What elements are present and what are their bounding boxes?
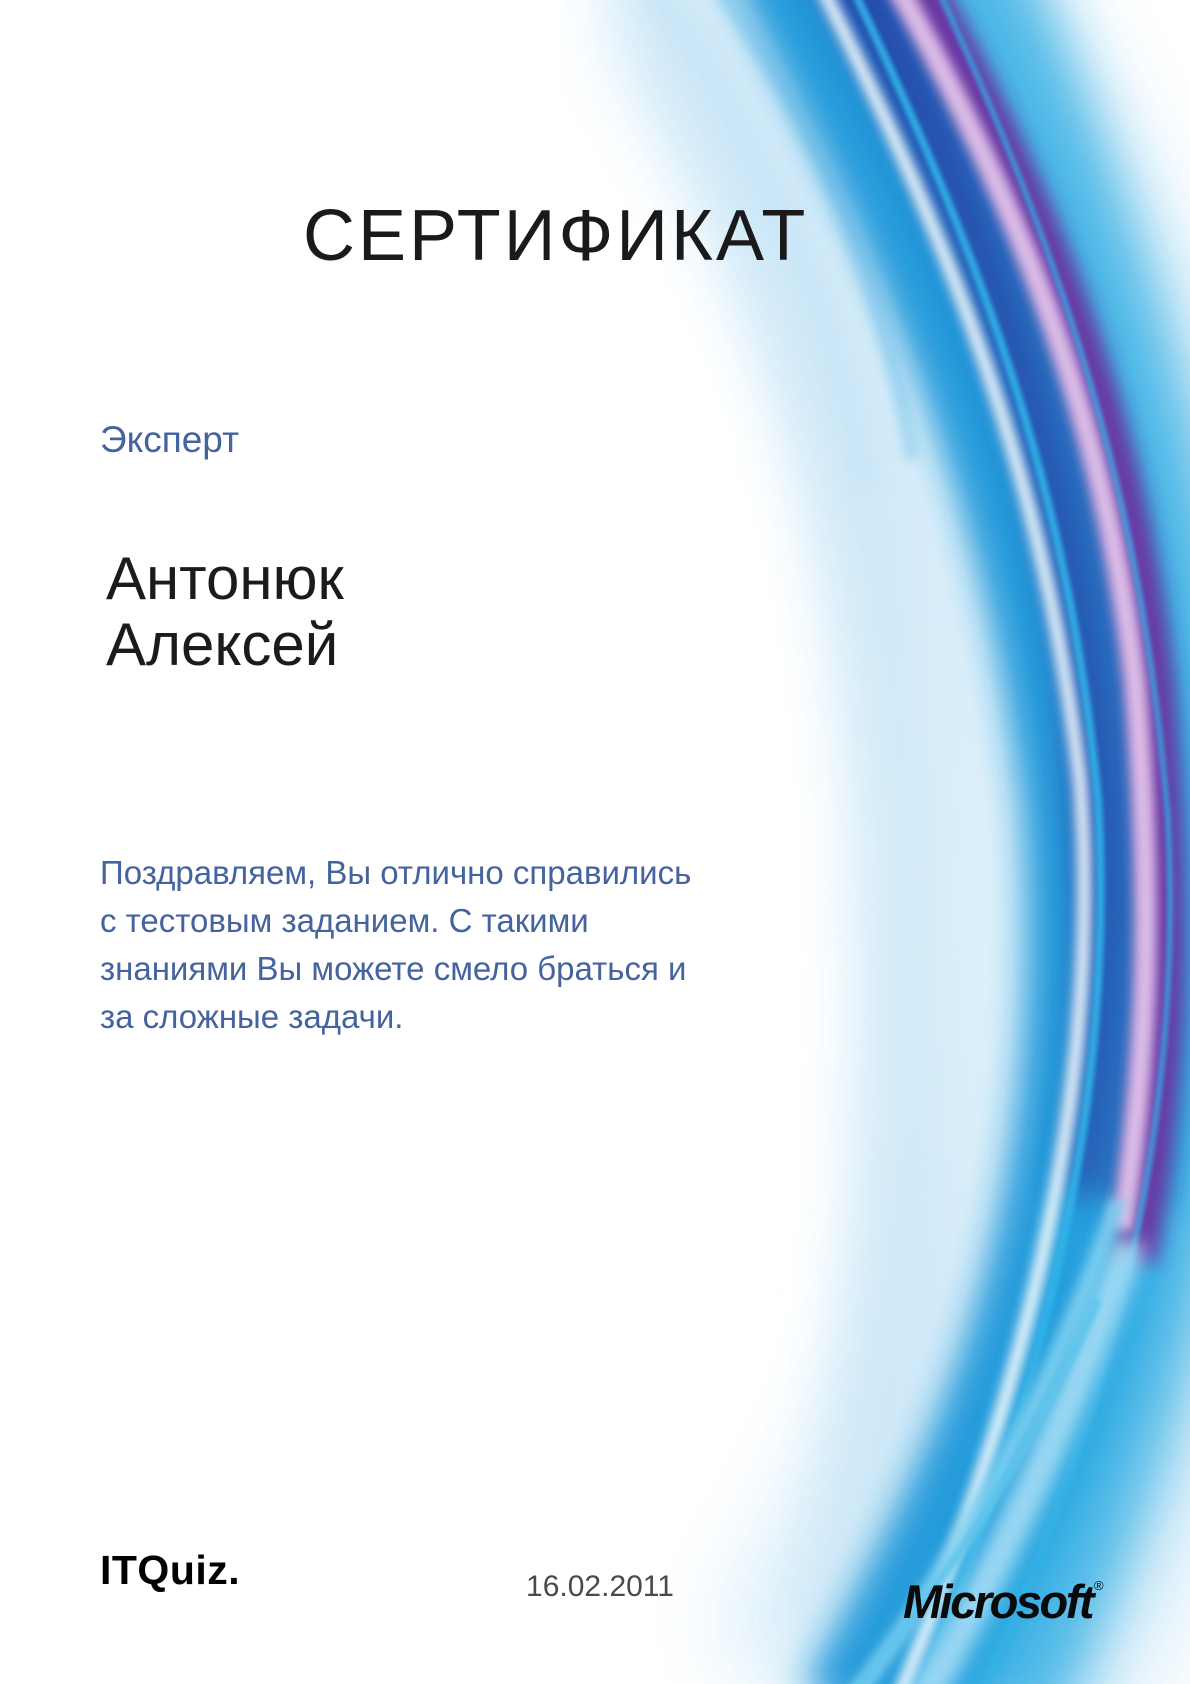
message-line: за сложные задачи. [100, 998, 404, 1035]
message-line: Поздравляем, Вы отлично справились [100, 854, 692, 891]
congratulation-message [100, 849, 780, 1041]
issue-date: 16.02.2011 [526, 1570, 674, 1603]
microsoft-logo [903, 1574, 1104, 1629]
issuer-logo: ITQuiz. [100, 1547, 241, 1593]
certificate-title: СЕРТИФИКАТ [303, 196, 809, 276]
recipient-name-line: Алексей [106, 611, 339, 678]
recipient-name-line: Антонюк [106, 545, 344, 612]
message-line: знаниями Вы можете смело браться и [100, 950, 687, 987]
message-line: с тестовым заданием. С такими [100, 902, 589, 939]
microsoft-logo-text: Microsoft [903, 1575, 1092, 1628]
registered-mark-icon: ® [1094, 1578, 1104, 1593]
qualification-label: Эксперт [100, 419, 240, 460]
recipient-name [106, 546, 344, 678]
